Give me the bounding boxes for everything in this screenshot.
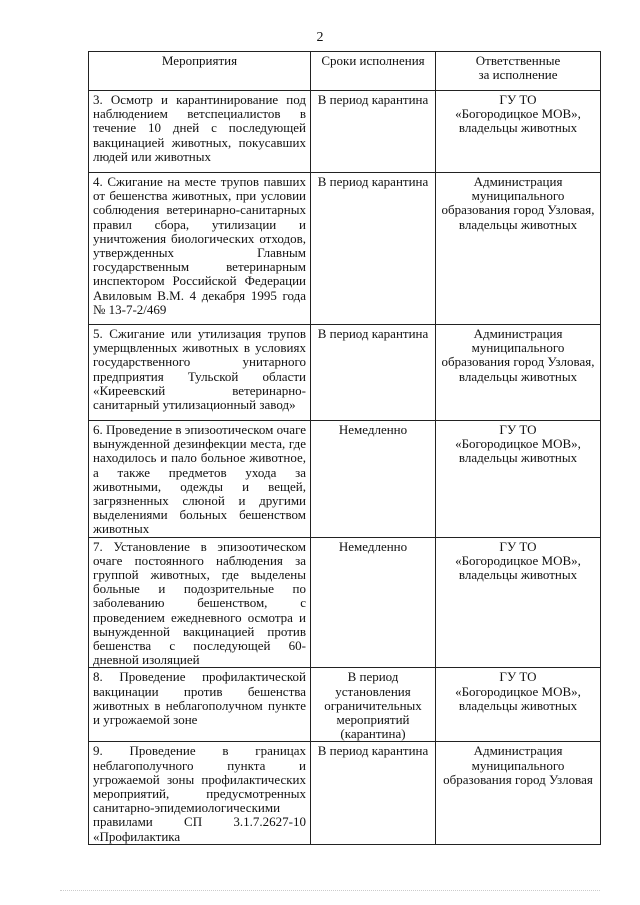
table-row (89, 742, 601, 844)
deadline-cell: В период карантина (311, 173, 436, 325)
responsible-cell: ГУ ТО «Богородицкое МОВ», владельцы животных (436, 421, 601, 538)
deadline-cell: В период установления ограничительных мероприятий (карантина) (311, 668, 436, 742)
page-number: 2 (316, 30, 324, 45)
responsible-cell: ГУ ТО «Богородицкое МОВ», владельцы животных (436, 668, 601, 742)
measure-cell: 5. Сжигание или утилизация трупов умерщвленных животных в условиях государственного унитарного предприятия Тульской области «Киреевский ветеринарно-санитарный утилизационный завод» (89, 325, 311, 421)
table-row (89, 325, 601, 421)
responsible-cell: Администрация муниципального образования город Узловая, владельцы животных (436, 173, 601, 325)
deadline-cell: Немедленно (311, 421, 436, 538)
table-row (89, 537, 601, 668)
deadline-cell: В период карантина (311, 91, 436, 173)
deadline-cell: В период карантина (311, 742, 436, 844)
measures-table (88, 51, 601, 845)
measure-cell: 4. Сжигание на месте трупов павших от бешенства животных, при условии соблюдения ветеринарно-санитарных правил сбора, утилизации и уничтожения биологических отходов, утвержденных Главным государственным ветеринарным инспектором Российской Федерации Авиловым В.М. 4 декабря 1995 года № 13-7-2/469 (89, 173, 311, 325)
measure-cell: 9. Проведение в границах неблагополучного пункта и угрожаемой зоны профилактических мероприятий, предусмотренных санитарно-эпидемиологическими правилами СП 3.1.7.2627-10 «Профилактика (89, 742, 311, 844)
header-responsible: Ответственные за исполнение (436, 52, 601, 91)
table-row (89, 421, 601, 538)
scan-artifact-divider (60, 890, 600, 892)
measure-cell: 8. Проведение профилактической вакцинации против бешенства животных в неблагополучном пункте и угрожаемой зоне (89, 668, 311, 742)
responsible-cell: ГУ ТО «Богородицкое МОВ», владельцы животных (436, 537, 601, 668)
deadline-cell: Немедленно (311, 537, 436, 668)
header-measures: Мероприятия (89, 52, 311, 91)
responsible-cell: ГУ ТО «Богородицкое МОВ», владельцы животных (436, 91, 601, 173)
table-row (89, 91, 601, 173)
table-row (89, 668, 601, 742)
responsible-cell: Администрация муниципального образования город Узловая, владельцы животных (436, 325, 601, 421)
deadline-cell: В период карантина (311, 325, 436, 421)
measure-cell: 3. Осмотр и карантинирование под наблюдением ветспециалистов в течение 10 дней с последующей вакцинацией животных, покусавших людей или животных (89, 91, 311, 173)
table-row (89, 173, 601, 325)
measure-cell: 7. Установление в эпизоотическом очаге постоянного наблюдения за группой животных, где выделены больные и подозрительные по заболеванию бешенством, с проведением ежедневного осмотра и вынужденной вакцинацией против бешенства с последующей 60-дневной изоляцией (89, 537, 311, 668)
table-header-row (89, 52, 601, 91)
measure-cell: 6. Проведение в эпизоотическом очаге вынужденной дезинфекции места, где находилось и пало больное животное, а также предметов ухода за животными, одежды и вещей, загрязненных слюной и другими выделениями больных бешенством животных (89, 421, 311, 538)
responsible-cell: Администрация муниципального образования город Узловая (436, 742, 601, 844)
header-deadlines: Сроки исполнения (311, 52, 436, 91)
